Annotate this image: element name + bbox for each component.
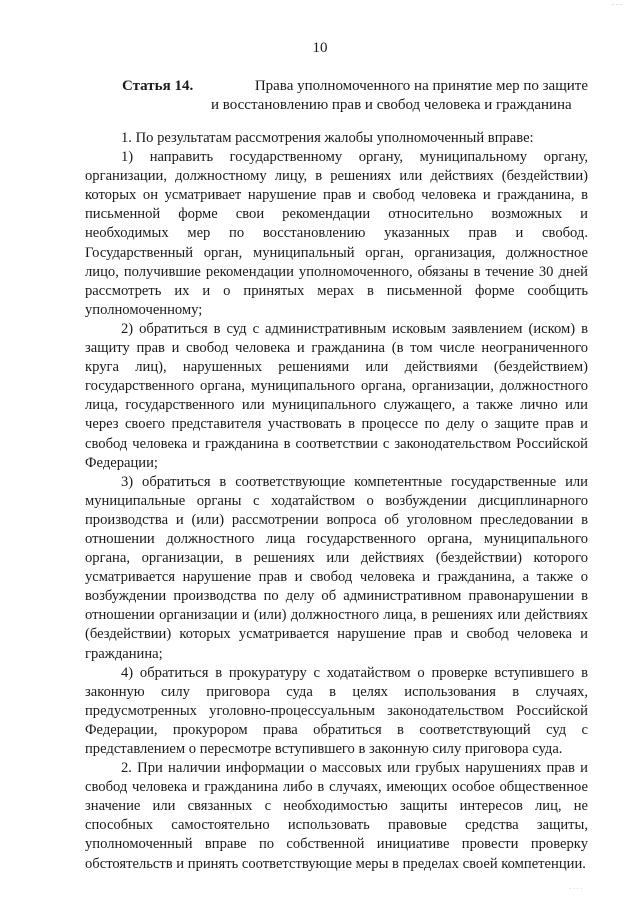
article-title-line1: Права уполномоченного на принятие мер по защите (254, 78, 588, 94)
scan-mark-top: - - - (611, 0, 622, 8)
article-header (122, 77, 588, 115)
paragraph-part-2: 2. При наличии информации о массовых или грубых нарушениях прав и свобод человека и гражданина либо в случаях, имеющих особое общественное значение или связанных с необходимостью защиты интересов лиц, не способных самостоятельно использовать правовые средства защиты, уполномоченный вправе по собственной инициативе провести проверку обстоятельств и принять соответствующие меры в пределах своей компетенции. (85, 760, 588, 872)
scan-mark-bottom: . . . . (569, 883, 582, 891)
paragraph-intro: 1. По результатам рассмотрения жалобы уполномоченный вправе: (121, 130, 534, 146)
article-label: Статья 14. (122, 78, 194, 94)
paragraph-item-1: 1) направить государственному органу, муниципальному органу, организации, должностному лицу, в решениях или действиях (бездействии) которых он усматривает нарушение прав и свобод человека и гражданина, в письменной форме свои рекомендации относительно возможных и необходимых мер по восстановлению указанных прав и свобод. Государственный орган, муниципальный орган, организация, должностное лицо, получившие рекомендации уполномоченного, обязаны в течение 30 дней рассмотреть их и о принятых мерах в письменной форме сообщить уполномоченному; (85, 149, 588, 318)
article-title-line2: и восстановлению прав и свобод человека и гражданина (211, 97, 572, 113)
paragraph-item-3: 3) обратиться в соответствующие компетентные государственные или муниципальные органы с ходатайством о возбуждении дисциплинарного производства и (или) рассмотрении вопроса об уголовном преследовании в отношении должностного лица государственного органа, муниципального органа, организации, в решениях или действиях (бездействии) которого усматривается нарушение прав и свобод человека и гражданина, а также о возбуждении производства по делу об административном правонарушении в отношении организации и (или) должностного лица, в решениях или действиях (бездействии) которых усматривается нарушение прав и свобод человека и гражданина; (85, 473, 588, 662)
article-body (85, 129, 588, 874)
article-header-line1 (122, 77, 588, 96)
paragraph-item-4: 4) обратиться в прокуратуру с ходатайством о проверке вступившего в законную силу приговора суда в целях использования в случаях, предусмотренных уголовно-процессуальным законодательством Российской Федерации, прокурором права обратиться в соответствующий суд с представлением о пересмотре вступившего в законную силу приговора суда. (85, 664, 588, 757)
paragraph-item-2: 2) обратиться в суд с административным исковым заявлением (иском) в защиту прав и свобод человека и гражданина (в том числе неограниченного круга лиц), нарушенных решениями или действиями (бездействием) государственного органа, муниципального органа, организации, должностного лица, государственного или муниципального служащего, а также лично или через своего представителя участвовать в процессе по делу о защите прав и свобод человека и гражданина в соответствии с законодательством Российской Федерации; (85, 320, 588, 471)
page-number: 10 (312, 40, 328, 56)
